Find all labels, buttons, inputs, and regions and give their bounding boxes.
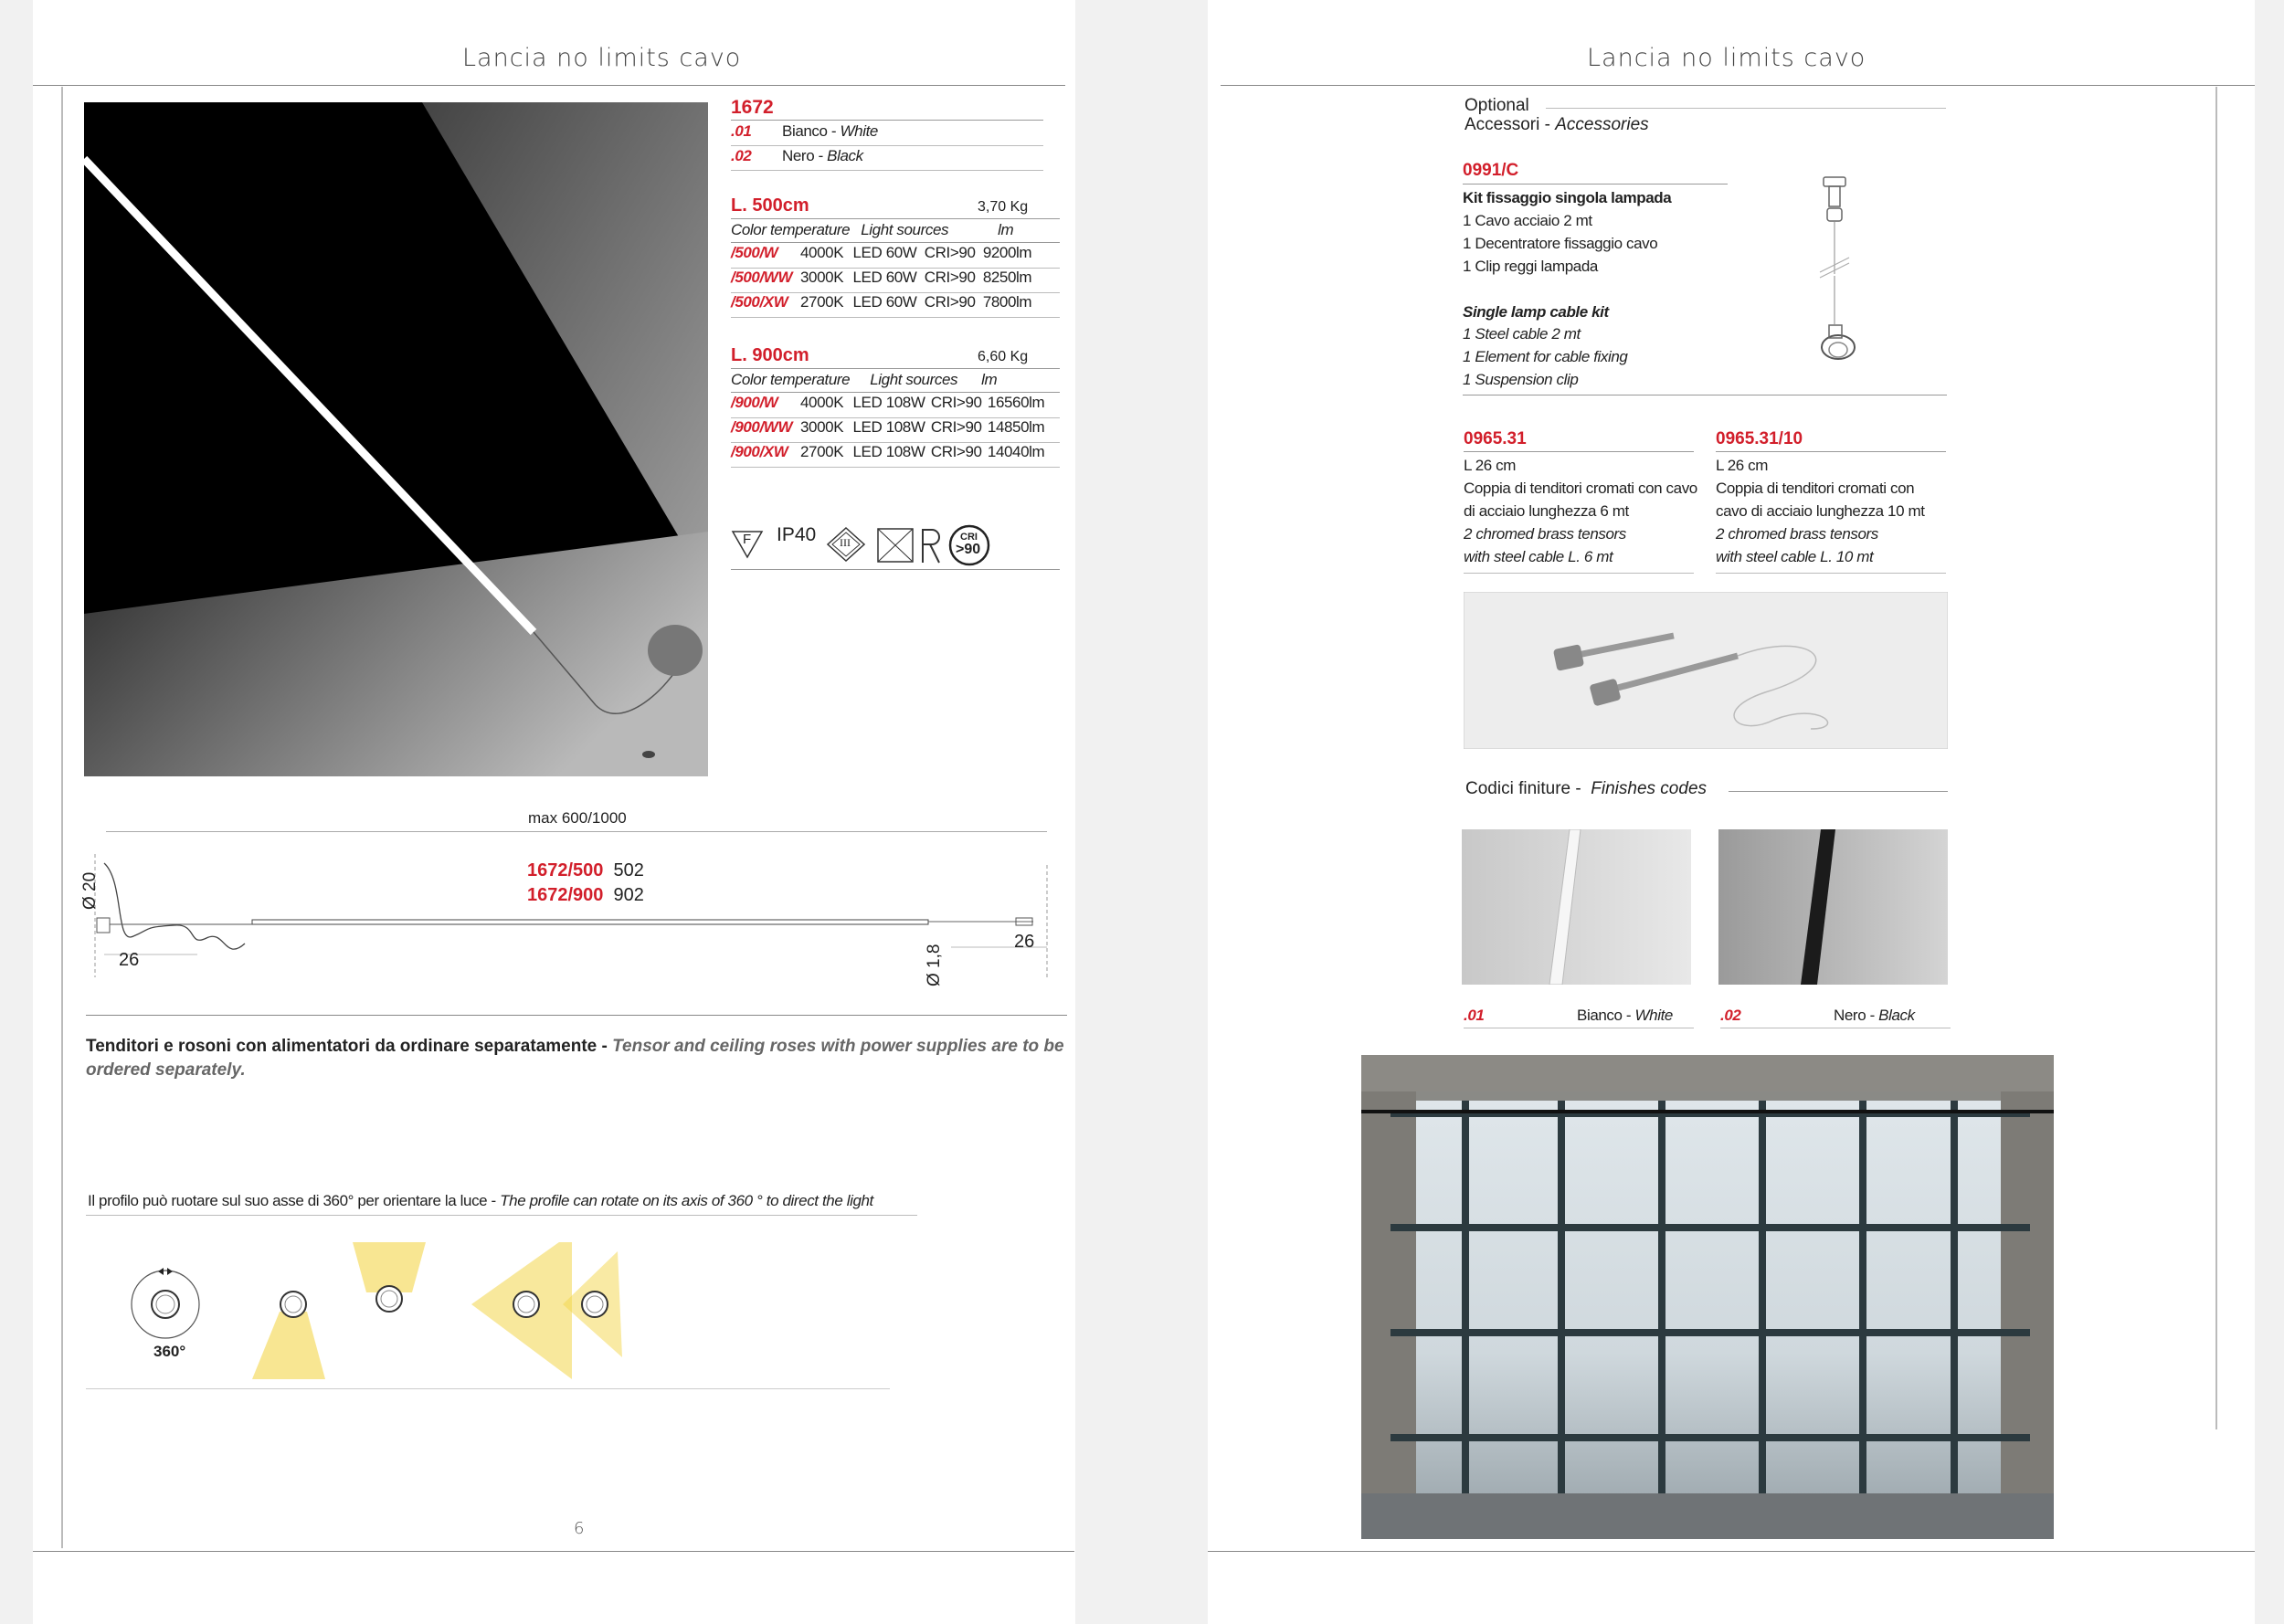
finish-swatch-black [1718, 829, 1948, 985]
kit-line: 1 Element for cable fixing [1463, 348, 1628, 365]
tensor-desc: di acciaio lunghezza 6 mt [1464, 502, 1629, 520]
kit-line: 1 Suspension clip [1463, 371, 1579, 388]
no-cover-icon [877, 528, 914, 563]
variant-row: /900/W 4000K LED 108W CRI>90 16560lm [731, 394, 1060, 418]
variant-row: /500/XW 2700K LED 60W CRI>90 7800lm [731, 293, 1060, 318]
variant-row: /500/W 4000K LED 60W CRI>90 9200lm [731, 244, 1060, 269]
finish-swatch-label: .01 Bianco - White [1464, 1007, 1694, 1028]
tensor-desc: 2 chromed brass tensors [1464, 525, 1626, 543]
page-number: 6 [574, 1519, 585, 1538]
product-code: 1672 [731, 97, 774, 118]
variant-row: /900/XW 2700K LED 108W CRI>90 14040lm [731, 443, 1060, 468]
variant-row: /500/WW 3000K LED 60W CRI>90 8250lm [731, 269, 1060, 293]
tensor-photo [1464, 592, 1948, 749]
tensor-length: L 26 cm [1716, 457, 1769, 474]
kit-line: 1 Clip reggi lampada [1463, 258, 1598, 275]
kit-line: 1 Cavo acciaio 2 mt [1463, 212, 1592, 229]
tensor-desc: with steel cable L. 10 mt [1716, 548, 1874, 565]
tensor-desc: with steel cable L. 6 mt [1464, 548, 1613, 565]
finish-codes-heading: Codici finiture - Finishes codes [1465, 779, 1708, 798]
variant-length: L. 900cm [731, 345, 809, 365]
rotate-note: Il profilo può ruotare sul suo asse di 360° per orientare la luce - The profile can rotate on its axis of 360 ° to direct the light [88, 1192, 873, 1209]
kit-line: 1 Steel cable 2 mt [1463, 325, 1581, 343]
variant-col-headers: Color temperature Light sources lm [731, 221, 1014, 238]
kit-title-it: Kit fissaggio singola lampada [1463, 189, 1672, 206]
tensor-code: 0965.31/10 [1716, 429, 1803, 448]
certification-icons: F IP40 III CRI >90 [731, 519, 1060, 570]
ambient-window-photo [1361, 1055, 2054, 1539]
finish-row: .01 Bianco - White [731, 122, 1043, 146]
right-page [1208, 0, 2255, 1624]
drawing-code-row: 1672/500 502 [527, 860, 644, 881]
variant-col-headers: Color temperature Light sources lm [731, 371, 998, 388]
kit-title-en: Single lamp cable kit [1463, 303, 1609, 321]
left-header-rule [33, 85, 1065, 86]
variant-weight: 3,70 Kg [978, 199, 1029, 215]
tensor-code: 0965.31 [1464, 429, 1527, 448]
left-side-cable [61, 87, 63, 1548]
tensor-desc: cavo di acciaio lunghezza 10 mt [1716, 502, 1925, 520]
variant-weight: 6,60 Kg [978, 349, 1029, 364]
kit-code: 0991/C [1463, 161, 1519, 180]
variant-length: L. 500cm [731, 195, 809, 216]
kit-line: 1 Decentratore fissaggio cavo [1463, 235, 1658, 252]
tensor-desc: Coppia di tenditori cromati con [1716, 480, 1915, 497]
ordering-note: Tenditori e rosoni con alimentatori da ordinare separatamente - Tensor and ceiling roses with power supplies are to be ordered separately. [86, 1037, 1064, 1080]
finish-row: .02 Nero - Black [731, 147, 1043, 171]
left-page [33, 0, 1075, 1624]
dim-right: 26 [1014, 932, 1035, 952]
finish-swatch-white [1462, 829, 1691, 985]
tensor-desc: Coppia di tenditori cromati con cavo [1464, 480, 1697, 497]
rotate-label: 360° [153, 1343, 186, 1360]
ip-rating: IP40 [777, 524, 817, 545]
diameter-left: Ø 20 [80, 871, 100, 910]
left-page-header: Lancia no limits cavo [462, 44, 742, 72]
rotation-diagram [124, 1242, 782, 1379]
dim-left: 26 [119, 950, 140, 970]
right-page-header: Lancia no limits cavo [1587, 44, 1866, 72]
drawing-max-label: max 600/1000 [528, 809, 627, 827]
cable-kit-illustration [1802, 174, 1875, 379]
optional-label: Optional [1465, 96, 1529, 115]
diameter-right: Ø 1,8 [925, 944, 944, 986]
variant-row: /900/WW 3000K LED 108W CRI>90 14850lm [731, 418, 1060, 443]
finish-swatch-label: .02 Nero - Black [1720, 1007, 1951, 1028]
tensor-desc: 2 chromed brass tensors [1716, 525, 1878, 543]
product-hero-photo [84, 102, 708, 776]
accessories-label: Accessori - Accessories [1465, 115, 1649, 134]
drawing-code-row: 1672/900 902 [527, 885, 644, 905]
right-side-cable [2215, 87, 2217, 1429]
tensor-length: L 26 cm [1464, 457, 1517, 474]
r-mark-icon [919, 526, 943, 564]
